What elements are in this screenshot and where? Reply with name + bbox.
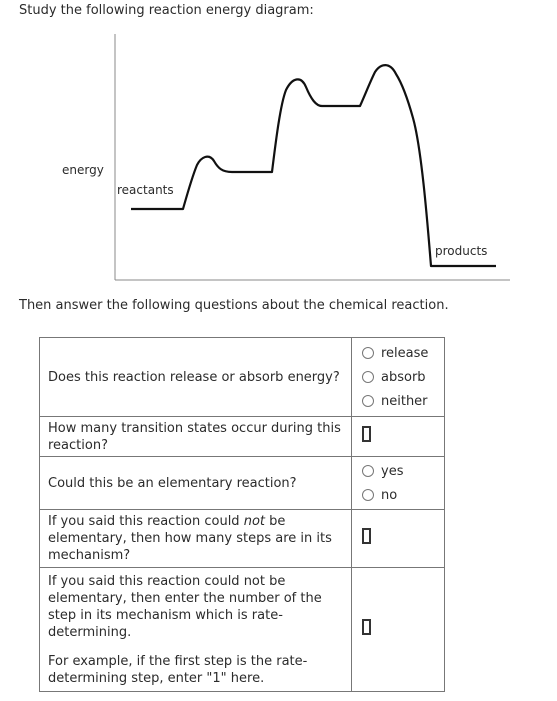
then-instruction: Then answer the following questions about the chemical reaction. (19, 298, 449, 313)
option-neither-label: neither (381, 393, 428, 409)
question-steps-prefix: If you said this reaction could (48, 514, 244, 529)
option-yes[interactable] (362, 459, 438, 483)
question-release-absorb: Does this reaction release or absorb energy? (40, 338, 352, 417)
question-row-steps (40, 510, 445, 568)
intro-text: Study the following reaction energy diagram: (19, 3, 314, 18)
answer-release-absorb (352, 338, 445, 417)
question-row-elementary (40, 457, 445, 510)
energy-axis-label: energy (62, 163, 104, 177)
question-steps-suffix: be elementary, then how many steps are in its mechanism? (48, 514, 332, 563)
reaction-energy-diagram (0, 0, 557, 290)
transition-states-input[interactable] (362, 426, 371, 442)
question-steps (40, 510, 352, 568)
option-release-label: release (381, 345, 429, 361)
question-rate-determining (40, 568, 352, 692)
answer-steps (352, 510, 445, 568)
radio-release[interactable] (362, 347, 374, 359)
option-absorb[interactable] (362, 365, 438, 389)
answer-elementary (352, 457, 445, 510)
question-row-release-absorb (40, 338, 445, 417)
reactants-label: reactants (117, 183, 174, 197)
radio-absorb[interactable] (362, 371, 374, 383)
question-row-transition-states (40, 417, 445, 457)
question-row-rate-determining (40, 568, 445, 692)
radio-yes[interactable] (362, 465, 374, 477)
radio-neither[interactable] (362, 395, 374, 407)
rate-determining-input[interactable] (362, 619, 371, 635)
option-no-label: no (381, 487, 398, 503)
steps-input[interactable] (362, 528, 371, 544)
products-label: products (435, 244, 488, 258)
question-rate-determining-text: If you said this reaction could not be elementary, then enter the number of the step in its mechanism which is rate-determining. (48, 573, 322, 640)
energy-profile-curve (131, 65, 496, 266)
option-release[interactable] (362, 341, 438, 365)
question-steps-emphasis: not (243, 514, 265, 529)
answer-transition-states (352, 417, 445, 457)
option-no[interactable] (362, 483, 438, 507)
question-elementary: Could this be an elementary reaction? (40, 457, 352, 510)
option-yes-label: yes (381, 463, 404, 479)
question-rate-determining-example: For example, if the first step is the rate-determining step, enter "1" here. (48, 653, 308, 686)
questions-table (39, 337, 445, 692)
option-absorb-label: absorb (381, 369, 426, 385)
radio-no[interactable] (362, 489, 374, 501)
answer-rate-determining (352, 568, 445, 692)
option-neither[interactable] (362, 389, 438, 413)
question-transition-states: How many transition states occur during this reaction? (40, 417, 352, 457)
